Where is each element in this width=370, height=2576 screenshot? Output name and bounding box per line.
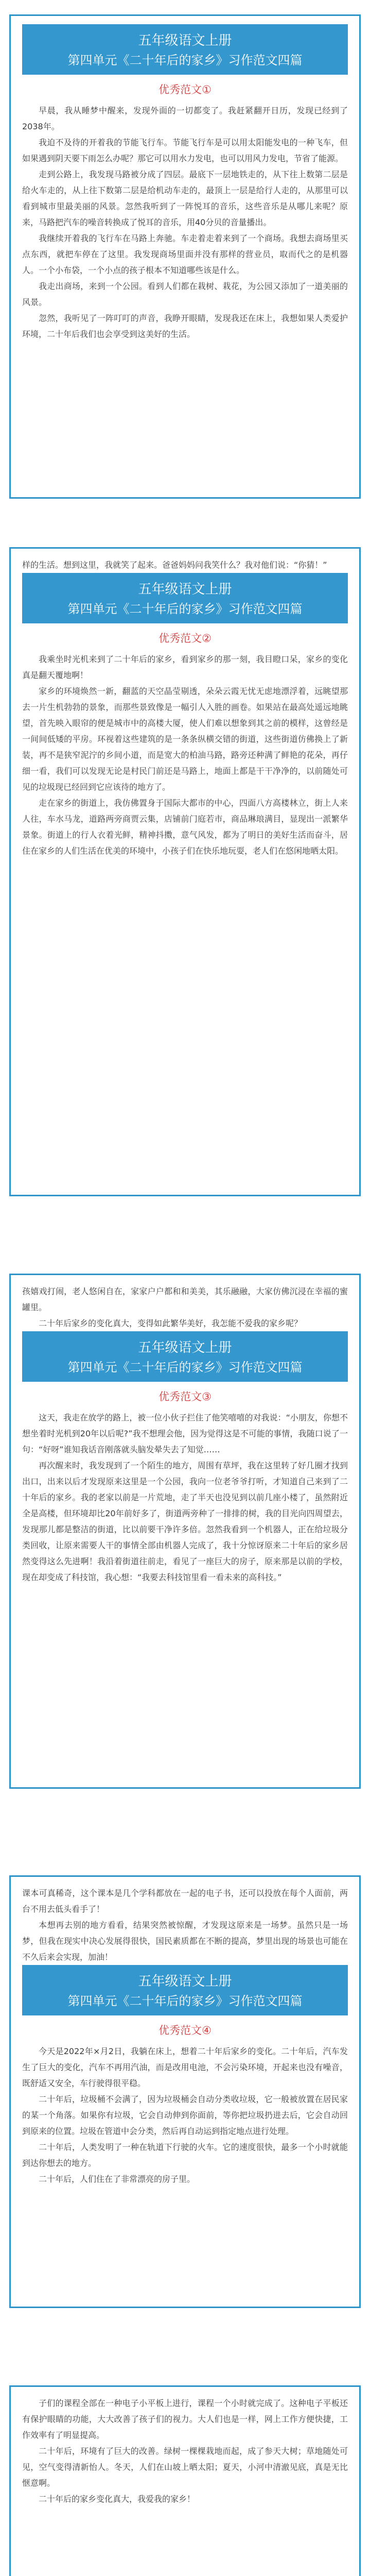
essay-paragraph: 这天，我走在放学的路上，被一位小伙子拦住了他笑嘻嘻的对我说：“小朋友，你想不想坐着时光机到20年以后呢?”我不想理会他，因为觉得这是不可能的事情，我随口说了一句：“好呀”谁知我话音刚落就头脑发晕失去了知觉…… (22, 1413, 348, 1454)
essay-paragraph: 二十年后，垃圾桶不会满了，因为垃圾桶会自动分类收垃圾，它一般被放置在居民家的某一个角落。如果你有垃圾，它会自动伸到你面前，等你把垃圾扔进去后，它会自动回到原来的位置。垃圾在管道中会分类，然后再自动运到指定地点进行处理。 (22, 2094, 348, 2136)
essay-paragraph: 再次醒来时，我发现到了一个陌生的地方，周围有草坪，我在这里转了好几圈才找到出口，出来以后才发现原来这里是一个公园，我向一位老爷爷打听，才知道自己来到了二十年后的家乡。我的老家以前是一片荒地，走了半天也没见到以前几座小楼了，虽然附近全是高楼，但环境却比20年前好多了，街道两旁种了一排排的树，我的目光向四周望去，发现那儿都是整洁的街道，比以前要干净许多倍。忽然我看到一个机器人，正在给垃圾分类回收，让原来需要人干的事情全部由机器人完成了，我十分惊讶原来二十年后的家乡居然变得这么先进啊！我沿着街道往前走，看见了一座巨大的房子，原来那是以前的学校，现在却变成了科技馆，我心想：“我要去科技馆里看一看未来的高科技。” (22, 1461, 348, 1582)
essay-paragraph: 二十年后，人类发明了一种在轨道下行驶的火车。它的速度很快，最多一个小时就能到达你想去的地方。 (22, 2142, 348, 2168)
essay-paragraph: 子们的课程全部在一种电子小平板上进行，课程一个小时就完成了。这种电子平板还有保护眼睛的功能，大大改善了孩子们的视力。大人们也是一样，网上工作方便快捷，工作效率有了明显提高。 (22, 2398, 348, 2440)
essay-paragraph: 家乡的环境焕然一新，翻蓝的天空晶莹剔透，朵朵云霞无忧无虑地漂浮着，远眺望那去一片生机勃勃的景象，而那些景致像是一幅引人入胜的画卷。如果站在最高处遥远地眺望，首先映入眼帘的便是城市中的高楼大厦，使人们难以想象到其之前的模样，这曾经是一间间低矮的平房。环视着这些建筑的是一条条纵横交错的街道，这些街道仿佛换上了新装，再不是狭窄泥泞的乡间小道，而是宽大的柏油马路，路旁还种满了鲜艳的花朵，再仔细一看，我们可以发现无论是村民门前还是马路上，地面上都是干干净净的，以前随处可见的垃圾现已经回到它应该待的地方了。 (22, 686, 348, 792)
banner-unit-title: 第四单元《二十年后的家乡》习作范文四篇 (67, 602, 303, 616)
essay-paragraph: 忽然，我听见了一阵叮叮的声音，我睁开眼睛，发现我还在床上，我想如果人类爱护环境，二十年后我们也会享受到这美好的生活。 (22, 313, 348, 339)
essay-paragraph: 走在家乡的街道上，我仿佛置身于国际大都市的中心，四面八方高楼林立，街上人来人往，车水马龙，道路两旁商贾云集，店铺前门庭若市，商品琳琅满目，显现出一派繁华景象。街道上的行人衣着光鲜，精神抖擞，意气风发，都为了明日的美好生活而奋斗，居住在家乡的人们生活在优美的环境中，小孩子们在快乐地玩耍，老人们在悠闲地晒太阳。 (22, 798, 348, 856)
essay-paragraph: 今天是2022年×月2日，我躺在床上，想着二十年后家乡的变化。二十年后，汽车发生了巨大的变化，汽车不再用汽油，而是改用电池，不会污染环境，开起来也没有噪音，既舒适又安全，车行驶得很平稳。 (22, 2046, 348, 2088)
essay-card (9, 1875, 361, 2308)
essay-paragraph: 我乘坐时光机来到了二十年后的家乡，看到家乡的那一刻，我目瞪口呆，家乡的变化真是翻天覆地啊！ (22, 654, 348, 680)
section-title: 优秀范文① (158, 83, 212, 96)
banner-grade-title: 五年级语文上册 (138, 33, 232, 48)
banner-grade-title: 五年级语文上册 (138, 1340, 232, 1355)
card-content (11, 1877, 359, 2196)
title-banner (22, 573, 348, 623)
title-banner (22, 1965, 348, 2015)
banner-unit-title: 第四单元《二十年后的家乡》习作范文四篇 (67, 1360, 303, 1375)
essay-card (9, 2385, 361, 2576)
essay-paragraph: 二十年后，人们住在了非常漂亮的房子里。 (39, 2174, 196, 2184)
essay-paragraph: 我继续开着我的飞行车在马路上奔驰。车走着走着来到了一个商场。我想去商场里买点东西，就把车停在了这里。我发现商场里面并没有那样的营业员，取而代之的是机器人。一个小布袋，一个小点的孩子根本不知道哪些该是什么。 (22, 233, 348, 275)
essay-card (9, 1274, 361, 1789)
essay-paragraph: 我迫不及待的开着我的节能飞行车。节能飞行车是可以用太阳能发电的一种飞车，但如果遇到阴天要下雨怎么办呢？那它可以用水力发电，也可以用风力发电，节省了能源。 (22, 138, 348, 163)
card-content (11, 2387, 359, 2516)
essay-paragraph: 我走出商场，来到一个公园。看到人们都在栽树、栽花，为公园又添加了一道美丽的风景。 (22, 281, 348, 307)
title-banner (22, 1331, 348, 1382)
continued-paragraph: 样的生活。想到这里，我就笑了起来。爸爸妈妈问我笑什么？我对他们说：“你猜！” (22, 560, 327, 570)
essay-card (9, 14, 361, 499)
banner-unit-title: 第四单元《二十年后的家乡》习作范文四篇 (67, 53, 303, 67)
card-content (11, 549, 359, 868)
essay-paragraph: 走到公路上，我发现马路被分成了四层。最底下一层地铁走的，从下往上数第二层是给火车走的，从上往下数第二层是给机动车走的，最顶上一层是给行人走的，从那里可以看到城市里最美丽的风景。忽然我听到了一阵悦耳的音乐，这些音乐是从哪儿来呢？原来，马路把汽车的噪音转换成了悦耳的音乐，用40分贝的音量播出。 (22, 170, 348, 227)
continued-paragraph: 本想再去别的地方看看，结果突然被惊醒，才发现这原来是一场梦。虽然只是一场梦，但我在现实中决心发展得很快，国民素质都在不断的提高，梦里出现的场景也可能在不久后来会实现，加油！ (22, 1920, 348, 1962)
card-content (11, 1275, 359, 1595)
banner-grade-title: 五年级语文上册 (138, 582, 232, 597)
section-title: 优秀范文④ (158, 2024, 212, 2037)
essay-paragraph: 二十年后的家乡变化真大，我爱我的家乡！ (39, 2494, 196, 2504)
banner-unit-title: 第四单元《二十年后的家乡》习作范文四篇 (67, 1994, 303, 2008)
banner-grade-title: 五年级语文上册 (138, 1974, 232, 1989)
title-banner (22, 24, 348, 75)
card-content (11, 16, 359, 351)
continued-paragraph: 课本可真稀奇，这个课本是几个学科都放在一起的电子书，还可以投放在每个人面前，两台不用去低头看手了！ (22, 1888, 348, 1914)
section-title: 优秀范文③ (158, 1391, 212, 1403)
section-title: 优秀范文② (158, 632, 212, 645)
essay-paragraph: 二十年后，环境有了巨大的改善。绿树一棵棵栽地而起，成了参天大树；草地随处可见，空气变得清新怡人。冬天，人们在山坡上晒太阳；夏天，小河中清澈见底，真是无比惬意啊。 (22, 2446, 348, 2488)
continued-paragraph: 二十年后家乡的变化真大，变得如此繁华美好，我怎能不爱我的家乡呢？ (39, 1318, 303, 1328)
continued-paragraph: 孩嬉戏打闹，老人悠闲自在，家家户户都和和美美，其乐融融，大家仿佛沉浸在幸福的蜜罐里。 (22, 1286, 348, 1312)
essay-card (9, 547, 361, 1196)
essay-paragraph: 早晨，我从睡梦中醒来，发现外面的一切都变了。我赶紧翻开日历，发现已经到了2038年。 (22, 106, 348, 131)
